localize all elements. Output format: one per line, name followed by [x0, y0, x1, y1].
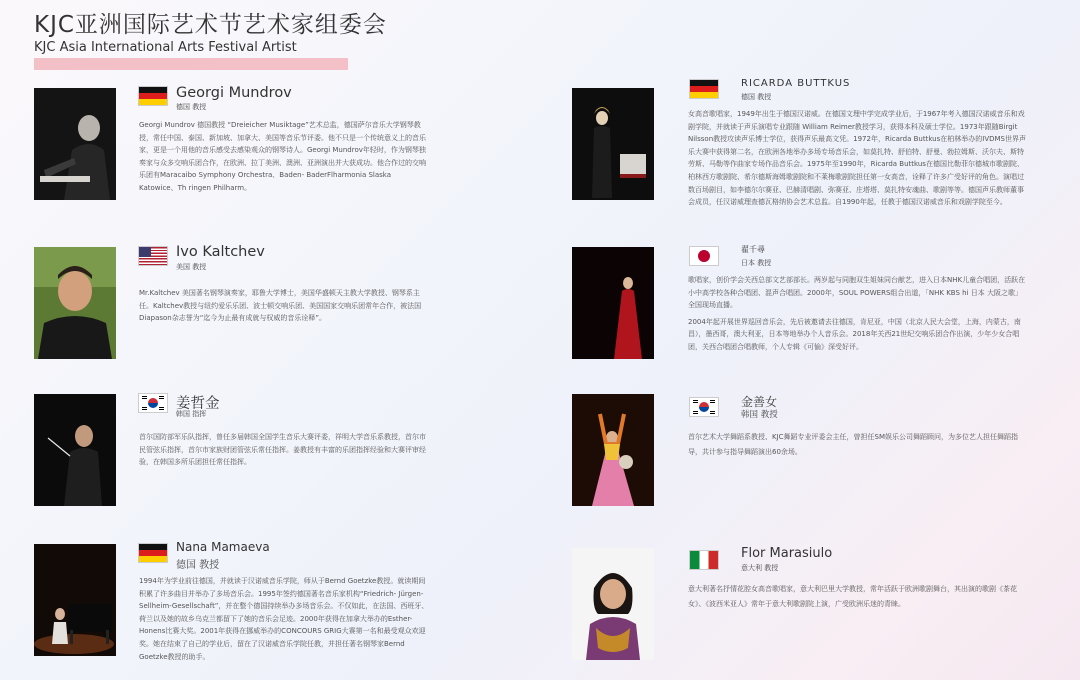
page-title: KJC亚洲国际艺术节艺术家组委会 — [34, 12, 387, 38]
artist-name: 金善女 — [741, 395, 778, 409]
bio-paragraph: 歌唱家，创价学会关西总部文艺部部长。两岁起与同胞双生姐妹同台献艺，进入日本NHK儿童合唱团，活跃在小中高学校各种合唱团、混声合唱团。2000年，SOUL POWERS组合出道，「NHK KBS hi 日本 大阪之歌」全国现场直播。 — [688, 276, 1026, 310]
artist-photo — [34, 544, 116, 656]
artist-meta: 韩国 教授 — [741, 410, 778, 420]
artist-photo — [572, 394, 654, 506]
artist-name: 姜哲金 — [176, 396, 220, 412]
artist-photo — [34, 247, 116, 359]
artist-bio — [688, 274, 1028, 354]
header — [34, 10, 387, 55]
artist-bio: 女高音歌唱家，1949年出生于德国汉诺威。在德国文理中学完成学业后，于1967年考入德国汉诺威音乐和戏剧学院，并就读于声乐演唱专业跟随 William Reimer教授学习，获得本科及硕士学位。1973年跟随Birgit Nilsson教授攻读声乐博士学位，获得声乐最高文凭。1972年，Ricarda Buttkus在柏林举办的IVDMS世界声乐大赛中获得第二名，在欧洲各地举办多场专场音乐会，如莫扎特、舒伯特、舒曼、勃拉姆斯、沃尔夫、斯特劳斯、马勒等作曲家专场作品音乐会。1975年至1990年，Ricarda Buttkus在德国比勒菲尔德城市歌剧院、柏林西方歌剧院、希尔德斯海姆歌剧院和不莱梅歌剧院担任第一女高音，诠释了许多广受好评的角色。演唱过数百场剧目，如李德尔尔赛亚、巴赫清唱剧、弥赛亚、庄塔塔、莫扎特安魂曲、歌剧等等。德国声乐教师董事会成员，任汉诺威理查德瓦格纳协会艺术总监。自1990年起，任教于德国汉诺威音乐和戏剧学院至今。 — [688, 110, 1026, 207]
artist-name: Georgi Mundrov — [176, 85, 292, 101]
artist-meta: 德国 教授 — [741, 93, 772, 101]
germany-flag-icon — [139, 87, 167, 105]
artist-photo — [572, 88, 654, 200]
singer-photo-icon — [572, 88, 654, 200]
korea-flag-icon — [139, 394, 167, 412]
germany-flag-icon — [690, 80, 718, 98]
singer-portrait-photo-icon — [572, 548, 654, 660]
artist-bio: 首尔国防部军乐队指挥，曾任多届韩国全国学生音乐大赛评委，祥明大学音乐系教授，首尔市民管弦乐指挥，首尔市家族财团管弦乐常任指挥。姜教授有丰富的乐团指挥经验和大赛评审经验，在韩国多所乐团担任常任指挥。 — [139, 433, 426, 467]
dancer-photo-icon — [572, 394, 654, 506]
artist-meta: 日本 教授 — [741, 259, 772, 267]
conductor-photo-icon — [34, 394, 116, 506]
usa-flag-icon — [139, 247, 167, 265]
artist-meta: 德国 教授 — [176, 103, 207, 111]
piano-stage-photo-icon — [34, 544, 116, 656]
artist-name: Nana Mamaeva — [176, 540, 270, 554]
artist-photo — [34, 88, 116, 200]
artist-bio — [688, 582, 1028, 612]
portrait-photo-icon — [34, 247, 116, 359]
artist-meta: 意大利 教授 — [741, 564, 779, 572]
pianist-photo-icon — [34, 88, 116, 200]
artist-bio: 1994年为学业前往德国，并就读于汉诺威音乐学院，师从于Bernd Goetzke教授。就读期间积累了许多曲目并举办了多场音乐会。1995年签约德国著名音乐家机构“Friedrich- Jürgen-Sellheim-Gesellschaft”，并在整个德国持续举办多场音乐会。不仅如此，在法国、西班牙、荷兰以及她的故乡乌克兰都留下了她的音乐会足迹。2000年获得在加拿大举办的Esther-Honens比赛大奖。2001年获得在挪威举办的CONCOURS GRIG大赛第一名和最受观众欢迎奖。她在结束了自己的学业后，留在了汉诺威音乐学院任教，并担任著名钢琴家Bernd Goetzke教授的助手。 — [139, 577, 429, 661]
bio-paragraph: 2004年起开展世界巡回音乐会，先后被邀请去往德国，肯尼亚，中国（北京人民大会堂，上海，内蒙古，南昌），墨西哥，澳大利亚，日本等地举办个人音乐会。2018年关西21世纪交响乐团合作出演，少年少女合唱团，关西合唱团合唱教师，个人专辑《可愉》深受好评。 — [688, 317, 1021, 351]
artist-meta: 德国 教授 — [176, 560, 220, 571]
bio-paragraph: 意大利著名抒情花腔女高音歌唱家，意大利巴里大学教授，常年活跃于欧洲歌剧舞台，其出演的歌剧《茶花女》、《波西米亚人》常年于意大利歌剧院上演，广受欧洲乐迷的青睐。 — [688, 585, 1017, 608]
artist-name: Ivo Kaltchev — [176, 244, 265, 260]
artist-name: Flor Marasiulo — [741, 546, 833, 561]
title-accent-bar — [34, 58, 348, 70]
artist-name: 翟千尋 — [741, 245, 765, 254]
artist-bio: 首尔艺术大学舞蹈系教授、KJC舞蹈专业评委会主任，曾担任SM娱乐公司舞蹈顾问，为多位艺人担任舞蹈指导，共计参与指导舞蹈演出60余场。 — [688, 433, 1019, 456]
artist-photo — [572, 247, 654, 359]
singer-red-dress-photo-icon — [572, 247, 654, 359]
germany-flag-icon — [139, 544, 167, 562]
japan-flag-icon — [690, 247, 718, 265]
artist-meta: 美国 教授 — [176, 263, 207, 271]
italy-flag-icon — [690, 551, 718, 569]
artist-name: RICARDA BUTTKUS — [741, 78, 851, 89]
artist-meta: 韩国 指挥 — [176, 410, 207, 418]
artist-bio: Georgi Mundrov 德国教授 “Dreieicher Musiktage”艺术总监，德国萨尔音乐大学钢琴教授，常任中国、泰国、新加坡、加拿大、美国等音乐节评委。他不只是一个传统意义上的音乐家，更是一个用他的音乐感受去感染观众的钢琴诗人。Georgi Mundrov年轻时，作为钢琴独奏家与众多交响乐团合作，在欧洲、拉丁美洲、澳洲、亚洲演出并大获成功。他合作过的交响乐团有Maracaibo Symphony Orchestra、Baden- BaderFlharmonia Slaska Katowice、Th ringen Philharm。 — [139, 121, 426, 192]
artist-bio: Mr.Kaltchev 美国著名钢琴演奏家，耶鲁大学博士，美国华盛顿天主教大学教授、钢琴系主任。Kaltchev教授与纽约爱乐乐团、波士顿交响乐团、美国国家交响乐团常年合作，被法国Diapason杂志誉为“迄今为止最有成就与权威的音乐诠释”。 — [139, 289, 422, 323]
korea-flag-icon — [690, 398, 718, 416]
page-subtitle: KJC Asia International Arts Festival Artist — [34, 40, 297, 55]
artist-photo — [572, 548, 654, 660]
artist-photo — [34, 394, 116, 506]
